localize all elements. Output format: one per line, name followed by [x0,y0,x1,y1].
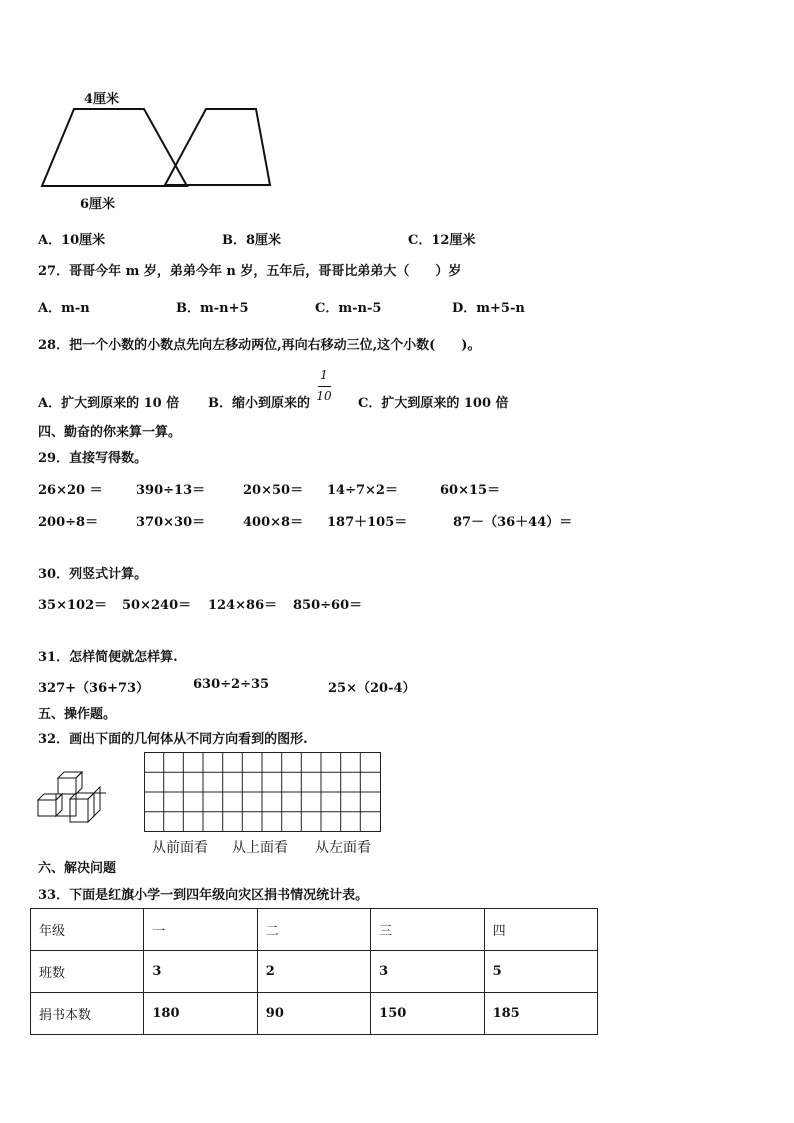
q32-title: 32．画出下面的几何体从不同方向看到的图形. [38,732,308,747]
view-label-left: 从左面看 [315,840,371,856]
table-cell: 3 [371,951,484,993]
q29-title: 29．直接写得数。 [38,451,148,466]
table-cell: 一 [144,909,257,951]
table-cell: 2 [257,951,370,993]
q30-title: 30．列竖式计算。 [38,567,148,582]
q26-option-c: C．12厘米 [408,233,476,248]
q31-item: 327+（36+73） [38,681,150,696]
q31-item: 25×（20-4） [328,681,416,696]
q30-item: 850÷60＝ [293,598,363,613]
trapezoid-bottom-label: 6厘米 [80,197,116,212]
q28-text: 28．把一个小数的小数点先向左移动两位,再向右移动三位,这个小数( )。 [38,338,481,353]
table-cell: 四 [484,909,597,951]
q29-item: 400×8＝ [243,515,304,530]
q29-item: 187＋105＝ [327,515,408,530]
q30-item: 35×102＝ [38,598,108,613]
view-label-front: 从前面看 [152,840,208,856]
table-cell: 3 [144,951,257,993]
table-cell: 90 [257,993,370,1035]
q28-option-a: A．扩大到原来的 10 倍 [38,396,180,411]
q29-item: 390÷13＝ [136,483,206,498]
table-cell: 三 [371,909,484,951]
q29-item: 26×20 ＝ [38,483,103,498]
section-6-heading: 六、解决问题 [38,861,117,876]
q27-option-c: C．m-n-5 [315,301,382,316]
q31-item: 630÷2÷35 [193,677,270,692]
table-row [31,951,598,993]
table-cell: 185 [484,993,597,1035]
table-cell: 捐书本数 [31,993,144,1035]
q29-item: 370×30＝ [136,515,206,530]
q29-item: 60×15＝ [440,483,501,498]
table-row [31,993,598,1035]
table-cell: 年级 [31,909,144,951]
q28-fraction-denominator: 10 [316,389,332,403]
q29-item: 87－（36＋44）＝ [453,515,573,530]
trapezoid-top-label: 4厘米 [84,92,120,107]
q26-option-b: B．8厘米 [222,233,282,248]
q27-option-b: B．m-n+5 [176,301,249,316]
q28-fraction-numerator: 1 [320,368,328,382]
donation-table [30,908,598,1035]
cube-solid-figure [36,768,116,828]
q29-item: 200÷8＝ [38,515,99,530]
section-5-heading: 五、操作题。 [38,707,117,722]
view-label-top: 从上面看 [232,840,288,856]
trapezoid-blank [160,100,300,200]
section-4-heading: 四、勤奋的你来算一算。 [38,425,182,440]
q26-option-a: A．10厘米 [38,233,106,248]
q30-item: 124×86＝ [208,598,278,613]
q28-option-b: B．缩小到原来的 [208,396,310,411]
table-cell: 二 [257,909,370,951]
table-row [31,909,598,951]
fraction-bar [318,386,331,387]
table-cell: 180 [144,993,257,1035]
q33-title: 33．下面是红旗小学一到四年级向灾区捐书情况统计表。 [38,888,369,903]
q30-item: 50×240＝ [122,598,192,613]
q29-item: 20×50＝ [243,483,304,498]
q27-text: 27．哥哥今年 m 岁，弟弟今年 n 岁，五年后，哥哥比弟弟大（ ）岁 [38,264,462,279]
q29-item: 14÷7×2＝ [327,483,398,498]
q28-option-c: C．扩大到原来的 100 倍 [358,396,509,411]
table-cell: 班数 [31,951,144,993]
table-cell: 150 [371,993,484,1035]
drawing-grid[interactable] [144,752,384,834]
table-cell: 5 [484,951,597,993]
q27-option-d: D．m+5-n [452,301,525,316]
q27-option-a: A．m-n [38,301,90,316]
q31-title: 31．怎样简便就怎样算. [38,650,178,665]
